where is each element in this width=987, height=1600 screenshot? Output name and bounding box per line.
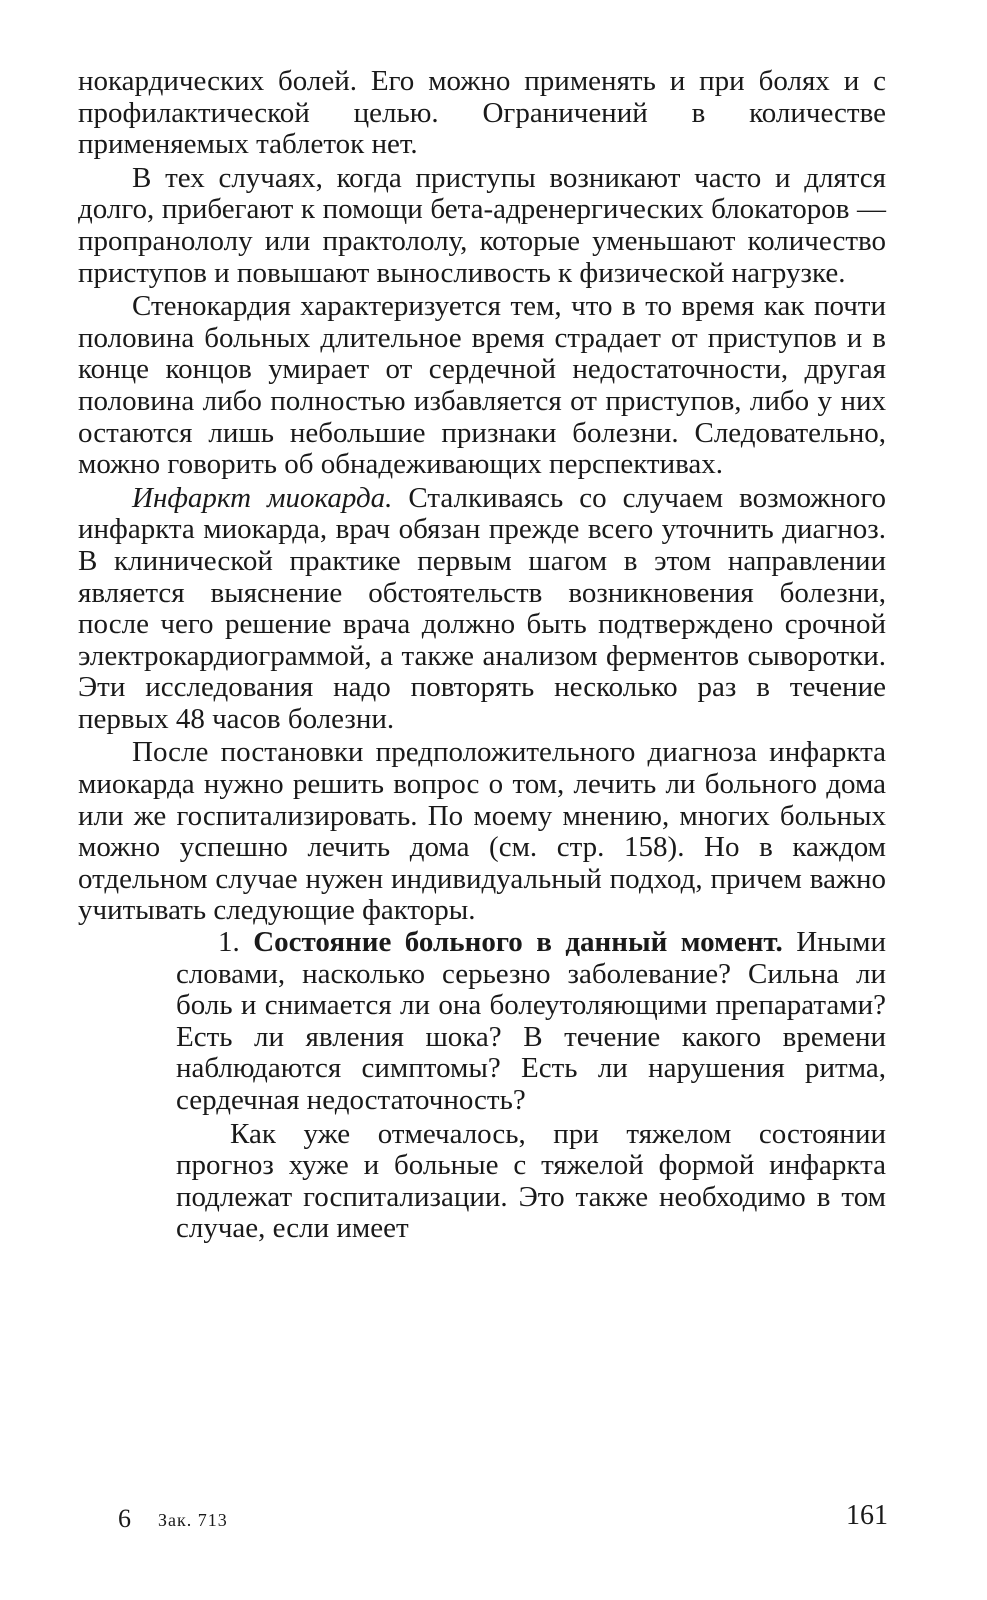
page-footer bbox=[78, 1500, 888, 1540]
list-item-heading: Состояние больного в данный момент. bbox=[253, 926, 783, 959]
list-item-1 bbox=[176, 927, 886, 1117]
list-item-number: 1. bbox=[218, 926, 240, 959]
paragraph-infarction-text: Сталкиваясь со случаем возможного инфаркта миокарда, врач обязан прежде всего уточнить диагноз. В клинической практике первым шагом в этом направлении является выяснение обстоятельств возникновения болезни, после чего решение врача должно быть подтверждено срочной электрокардиограммой, а также анализом ферментов сыворотки. Эти исследования надо повторять несколько раз в течение первых 48 часов болезни. bbox=[78, 481, 887, 735]
factor-list bbox=[176, 927, 886, 1245]
page-body bbox=[78, 66, 886, 1245]
print-order-mark: Зак. 713 bbox=[158, 1510, 228, 1530]
page-number: 161 bbox=[846, 1500, 888, 1531]
list-followup-paragraph: Как уже отмечалось, при тяжелом состоянии прогноз хуже и больные с тяжелой формой инфаркта подлежат госпитализации. Это также необходимо в том случае, если имеет bbox=[176, 1117, 886, 1245]
signature-number: 6 bbox=[118, 1504, 131, 1533]
list-item-text: Иными словами, насколько серьезно заболевание? Сильна ли боль и снимается ли она болеутоляющими препаратами? Есть ли явления шока? В течение какого времени наблюдаются симптомы? Есть ли нарушения ритма, сердечная недостаточность? bbox=[176, 926, 887, 1116]
paragraph-beta-blockers: В тех случаях, когда приступы возникают часто и длятся долго, прибегают к помощи бета-адренергических блокаторов — пропранололу или практололу, которые уменьшают количество приступов и повышают выносливость к физической нагрузке. bbox=[78, 161, 886, 289]
paragraph-hospitalization-decision: После постановки предположительного диагноза инфаркта миокарда нужно решить вопрос о том, лечить ли больного дома или же госпитализировать. По моему мнению, многих больных можно успешно лечить дома (см. стр. 158). Но в каждом отдельном случае нужен индивидуальный подход, причем важно учитывать следующие факторы. bbox=[78, 736, 886, 927]
paragraph-continuation: нокардических болей. Его можно применять и при болях и с профилактической целью. Ограничений в количестве применяемых таблеток нет. bbox=[78, 65, 886, 161]
section-heading-infarction: Инфаркт миокарда. bbox=[132, 481, 393, 514]
paragraph-angina-prognosis: Стенокардия характеризуется тем, что в то время как почти половина больных длительное время страдает от приступов и в конце концов умирает от сердечной недостаточности, другая половина либо полностью избавляется от приступов, либо у них остаются лишь небольшие признаки болезни. Следовательно, можно говорить об обнадеживающих перспективах. bbox=[78, 290, 886, 481]
paragraph-myocardial-infarction bbox=[78, 483, 886, 736]
